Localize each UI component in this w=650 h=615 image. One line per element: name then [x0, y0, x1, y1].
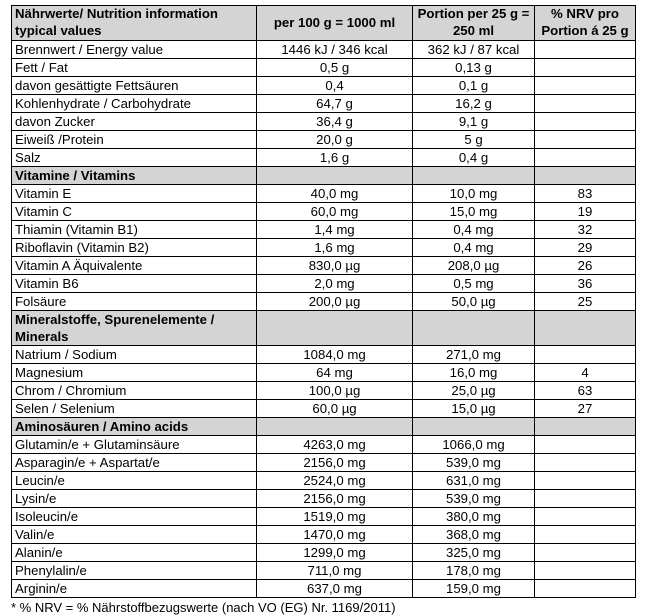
section-header-row [12, 167, 636, 185]
per-portion-cell: 0,4 mg [413, 239, 535, 257]
nrv-cell [535, 490, 636, 508]
table-row [12, 77, 636, 95]
table-row [12, 508, 636, 526]
nutrient-name-cell: Magnesium [12, 364, 257, 382]
nrv-cell [535, 131, 636, 149]
nutrient-name-cell: Asparagin/e + Aspartat/e [12, 454, 257, 472]
per-portion-cell: 362 kJ / 87 kcal [413, 41, 535, 59]
nrv-cell [535, 41, 636, 59]
per-portion-cell: 1066,0 mg [413, 436, 535, 454]
nutrient-name-cell: Phenylalin/e [12, 562, 257, 580]
per-100g-cell: 1,6 mg [257, 239, 413, 257]
section-empty-cell [535, 167, 636, 185]
nrv-cell [535, 562, 636, 580]
nrv-cell: 26 [535, 257, 636, 275]
per-portion-cell: 0,4 g [413, 149, 535, 167]
table-row [12, 257, 636, 275]
table-row [12, 472, 636, 490]
table-row [12, 41, 636, 59]
nrv-cell [535, 436, 636, 454]
table-row [12, 562, 636, 580]
per-portion-cell: 0,13 g [413, 59, 535, 77]
per-100g-cell: 0,4 [257, 77, 413, 95]
nutrient-name-cell: Arginin/e [12, 580, 257, 598]
per-portion-cell: 159,0 mg [413, 580, 535, 598]
section-title: Vitamine / Vitamins [12, 167, 257, 185]
section-header-row [12, 418, 636, 436]
nrv-cell [535, 113, 636, 131]
table-row [12, 149, 636, 167]
nrv-cell: 63 [535, 382, 636, 400]
nrv-cell [535, 59, 636, 77]
table-row [12, 526, 636, 544]
table-row [12, 131, 636, 149]
nrv-cell [535, 544, 636, 562]
nutrient-name-cell: Folsäure [12, 293, 257, 311]
per-100g-cell: 40,0 mg [257, 185, 413, 203]
section-empty-cell [413, 167, 535, 185]
per-portion-cell: 271,0 mg [413, 346, 535, 364]
table-header-row [12, 6, 636, 41]
nutrient-name-cell: Glutamin/e + Glutaminsäure [12, 436, 257, 454]
table-row [12, 59, 636, 77]
nutrient-name-cell: Lysin/e [12, 490, 257, 508]
nrv-cell: 29 [535, 239, 636, 257]
nrv-cell [535, 346, 636, 364]
table-row [12, 203, 636, 221]
nutrient-name-cell: Natrium / Sodium [12, 346, 257, 364]
per-100g-cell: 830,0 µg [257, 257, 413, 275]
nutrient-name-cell: Riboflavin (Vitamin B2) [12, 239, 257, 257]
table-row [12, 221, 636, 239]
nrv-cell [535, 95, 636, 113]
per-portion-cell: 50,0 µg [413, 293, 535, 311]
section-empty-cell [413, 418, 535, 436]
table-row [12, 239, 636, 257]
table-body [12, 41, 636, 598]
per-portion-cell: 0,5 mg [413, 275, 535, 293]
nutrient-name-cell: Valin/e [12, 526, 257, 544]
per-portion-cell: 539,0 mg [413, 454, 535, 472]
per-portion-cell: 208,0 µg [413, 257, 535, 275]
per-100g-cell: 100,0 µg [257, 382, 413, 400]
section-empty-cell [257, 311, 413, 346]
section-empty-cell [257, 418, 413, 436]
nutrient-name-cell: Eiweiß /Protein [12, 131, 257, 149]
table-row [12, 113, 636, 131]
section-title: Mineralstoffe, Spurenelemente / Minerals [12, 311, 257, 346]
per-100g-cell: 2156,0 mg [257, 454, 413, 472]
per-100g-cell: 64 mg [257, 364, 413, 382]
per-100g-cell: 637,0 mg [257, 580, 413, 598]
nutrient-name-cell: Fett / Fat [12, 59, 257, 77]
per-portion-cell: 631,0 mg [413, 472, 535, 490]
nutrient-name-cell: Kohlenhydrate / Carbohydrate [12, 95, 257, 113]
nutrient-name-cell: Alanin/e [12, 544, 257, 562]
table-row [12, 346, 636, 364]
per-100g-cell: 20,0 g [257, 131, 413, 149]
table-row [12, 275, 636, 293]
per-portion-cell: 178,0 mg [413, 562, 535, 580]
nrv-cell: 36 [535, 275, 636, 293]
nutrient-name-cell: Salz [12, 149, 257, 167]
nutrient-name-cell: Chrom / Chromium [12, 382, 257, 400]
header-per-100g: per 100 g = 1000 ml [257, 6, 413, 41]
header-per-portion: Portion per 25 g = 250 ml [413, 6, 535, 41]
header-nrv: % NRV pro Portion á 25 g [535, 6, 636, 41]
nrv-cell [535, 472, 636, 490]
per-100g-cell: 60,0 mg [257, 203, 413, 221]
per-portion-cell: 9,1 g [413, 113, 535, 131]
nutrition-table-container [11, 5, 635, 615]
nutrient-name-cell: Leucin/e [12, 472, 257, 490]
section-header-row [12, 311, 636, 346]
per-portion-cell: 5 g [413, 131, 535, 149]
footnote: * % NRV = % Nährstoffbezugswerte (nach VO (EG) Nr. 1169/2011) [11, 600, 396, 615]
nrv-cell [535, 508, 636, 526]
per-100g-cell: 711,0 mg [257, 562, 413, 580]
per-portion-cell: 539,0 mg [413, 490, 535, 508]
table-row [12, 293, 636, 311]
table-row [12, 454, 636, 472]
nutrient-name-cell: Vitamin E [12, 185, 257, 203]
nutrient-name-cell: Selen / Selenium [12, 400, 257, 418]
table-row [12, 382, 636, 400]
per-100g-cell: 64,7 g [257, 95, 413, 113]
per-100g-cell: 1084,0 mg [257, 346, 413, 364]
per-portion-cell: 0,4 mg [413, 221, 535, 239]
per-portion-cell: 16,2 g [413, 95, 535, 113]
header-nutrient: Nährwerte/ Nutrition information typical values [12, 6, 257, 41]
nutrient-name-cell: Vitamin B6 [12, 275, 257, 293]
nrv-cell [535, 77, 636, 95]
nrv-cell: 19 [535, 203, 636, 221]
nrv-cell: 83 [535, 185, 636, 203]
nutrient-name-cell: Isoleucin/e [12, 508, 257, 526]
nrv-cell: 27 [535, 400, 636, 418]
nutrient-name-cell: davon Zucker [12, 113, 257, 131]
per-portion-cell: 16,0 mg [413, 364, 535, 382]
section-empty-cell [413, 311, 535, 346]
per-100g-cell: 2524,0 mg [257, 472, 413, 490]
nutrient-name-cell: Brennwert / Energy value [12, 41, 257, 59]
table-row [12, 544, 636, 562]
table-row [12, 436, 636, 454]
nrv-cell: 32 [535, 221, 636, 239]
per-portion-cell: 325,0 mg [413, 544, 535, 562]
per-100g-cell: 200,0 µg [257, 293, 413, 311]
nrv-cell [535, 149, 636, 167]
per-portion-cell: 15,0 mg [413, 203, 535, 221]
nutrient-name-cell: Vitamin C [12, 203, 257, 221]
per-100g-cell: 1470,0 mg [257, 526, 413, 544]
per-100g-cell: 2,0 mg [257, 275, 413, 293]
nrv-cell [535, 454, 636, 472]
nutrient-name-cell: Vitamin A Äquivalente [12, 257, 257, 275]
table-row [12, 364, 636, 382]
section-empty-cell [535, 311, 636, 346]
per-portion-cell: 380,0 mg [413, 508, 535, 526]
per-100g-cell: 1,4 mg [257, 221, 413, 239]
table-row [12, 95, 636, 113]
nrv-cell [535, 526, 636, 544]
per-100g-cell: 1299,0 mg [257, 544, 413, 562]
per-portion-cell: 0,1 g [413, 77, 535, 95]
per-100g-cell: 4263,0 mg [257, 436, 413, 454]
section-empty-cell [535, 418, 636, 436]
table-row [12, 580, 636, 598]
per-portion-cell: 25,0 µg [413, 382, 535, 400]
per-100g-cell: 1519,0 mg [257, 508, 413, 526]
nutrition-table [11, 5, 636, 598]
nutrient-name-cell: Thiamin (Vitamin B1) [12, 221, 257, 239]
per-100g-cell: 2156,0 mg [257, 490, 413, 508]
per-100g-cell: 36,4 g [257, 113, 413, 131]
section-empty-cell [257, 167, 413, 185]
table-row [12, 400, 636, 418]
per-100g-cell: 1,6 g [257, 149, 413, 167]
per-100g-cell: 1446 kJ / 346 kcal [257, 41, 413, 59]
nrv-cell: 25 [535, 293, 636, 311]
nrv-cell [535, 580, 636, 598]
nutrient-name-cell: davon gesättigte Fettsäuren [12, 77, 257, 95]
per-portion-cell: 368,0 mg [413, 526, 535, 544]
per-portion-cell: 15,0 µg [413, 400, 535, 418]
nrv-cell: 4 [535, 364, 636, 382]
per-100g-cell: 60,0 µg [257, 400, 413, 418]
per-100g-cell: 0,5 g [257, 59, 413, 77]
section-title: Aminosäuren / Amino acids [12, 418, 257, 436]
table-row [12, 185, 636, 203]
table-row [12, 490, 636, 508]
per-portion-cell: 10,0 mg [413, 185, 535, 203]
